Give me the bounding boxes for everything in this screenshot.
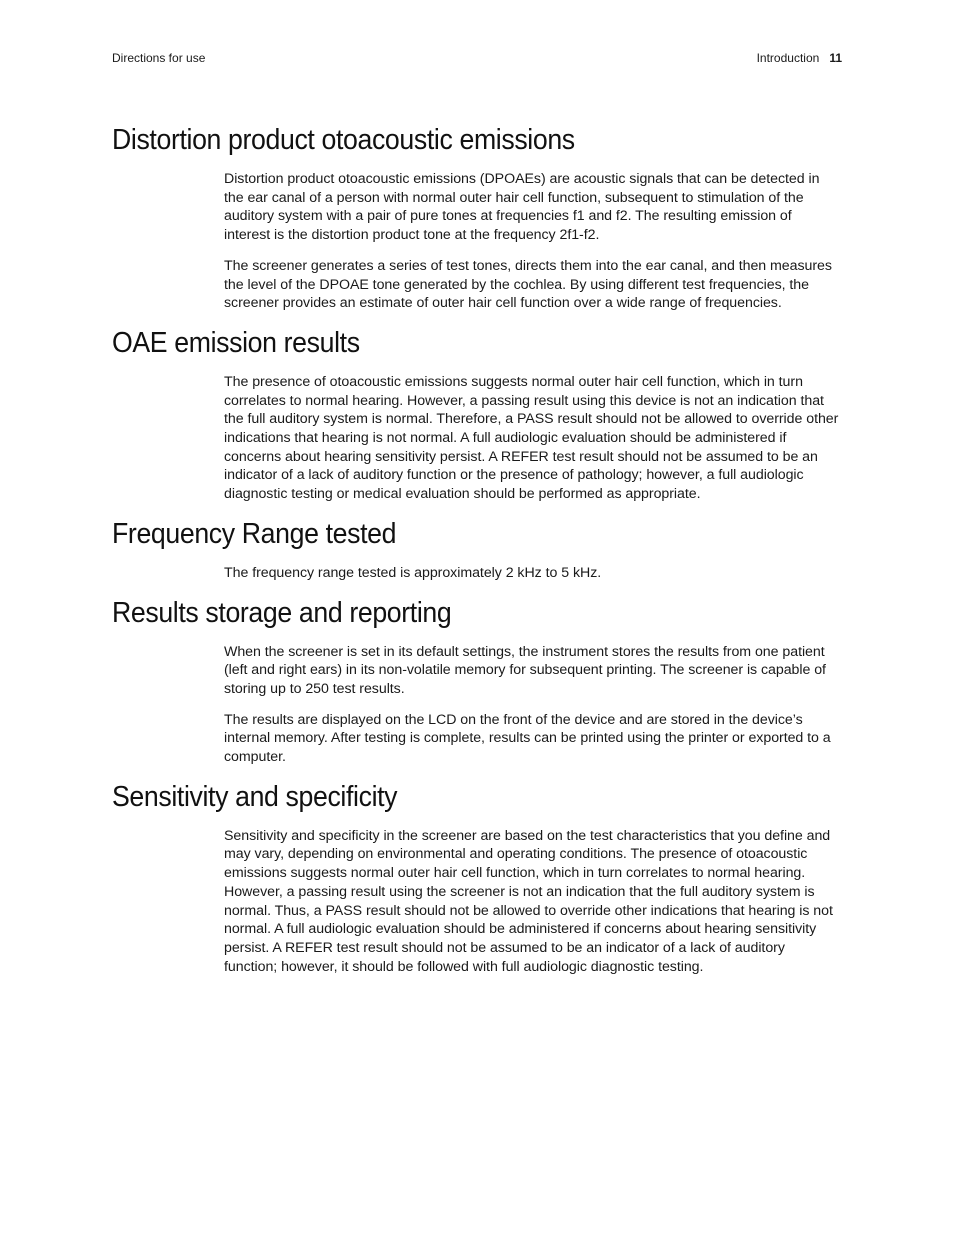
section-body (224, 564, 841, 583)
section-oae-results (112, 325, 842, 504)
section-body (224, 170, 841, 313)
section-title: OAE emission results (112, 326, 360, 359)
document-title: Directions for use (112, 51, 206, 65)
paragraph: The results are displayed on the LCD on the front of the device and are stored in the device’s internal memory. After testing is complete, results can be printed using the printer or exported to a computer. (224, 711, 831, 766)
section-body (224, 373, 841, 504)
paragraph: When the screener is set in its default settings, the instrument stores the results from one patient (left and right ears) in its non-volatile memory for subsequent printing. The screener is capable of storing up to 250 test results. (224, 643, 826, 697)
paragraph: The presence of otoacoustic emissions suggests normal outer hair cell function, which in turn correlates to normal hearing. However, a passing result using this device is not an indication that the full auditory system is normal. Therefore, a PASS result should not be allowed to override other indications that hearing is not normal. A full audiologic evaluation should be administered if concerns about hearing sensitivity persist. A REFER test result should not be assumed to be an indicator of a lack of auditory function or the presence of pathology; however, a full audiologic diagnostic testing or medical evaluation should be performed as appropriate. (224, 373, 839, 503)
section-dpoae (112, 122, 842, 313)
section-title: Results storage and reporting (112, 596, 452, 629)
section-body (224, 643, 841, 767)
page-content (112, 122, 842, 988)
page-number: 11 (829, 51, 842, 65)
section-frequency-range (112, 516, 842, 583)
section-sensitivity (112, 779, 842, 977)
paragraph: Distortion product otoacoustic emissions (DPOAEs) are acoustic signals that can be detected in the ear canal of a person with normal outer hair cell function, subsequent to stimulation of the auditory system with a pair of pure tones at frequencies f1 and f2. The resulting emission of interest is the distortion product tone at the frequency 2f1-f2. (224, 171, 820, 244)
section-body (224, 827, 841, 977)
section-title: Frequency Range tested (112, 517, 397, 550)
running-header (112, 50, 842, 66)
paragraph: The frequency range tested is approximately 2 kHz to 5 kHz. (224, 564, 602, 581)
header-right (757, 50, 842, 66)
paragraph: The screener generates a series of test tones, directs them into the ear canal, and then measures the level of the DPOAE tone generated by the cochlea. By using different test frequencies, the screener provides an estimate of outer hair cell function over a wide range of frequencies. (224, 257, 832, 312)
section-results-storage (112, 595, 842, 767)
section-title: Sensitivity and specificity (112, 780, 398, 813)
paragraph: Sensitivity and specificity in the screener are based on the test characteristics that you define and may vary, depending on environmental and operating conditions. The presence of otoacoustic emissions suggests normal outer hair cell function, which in turn correlates to normal hearing. However, a passing result using the screener is not an indication that the full auditory system is normal. Thus, a PASS result should not be allowed to override other indications that hearing is not normal. A full audiologic evaluation should be administered if concerns about hearing sensitivity persist. A REFER test result should not be assumed to be an indicator of a lack of auditory function; however, it should be followed with full audiologic diagnostic testing. (224, 827, 833, 975)
section-title: Distortion product otoacoustic emissions (112, 124, 575, 156)
chapter-name: Introduction (756, 51, 820, 65)
